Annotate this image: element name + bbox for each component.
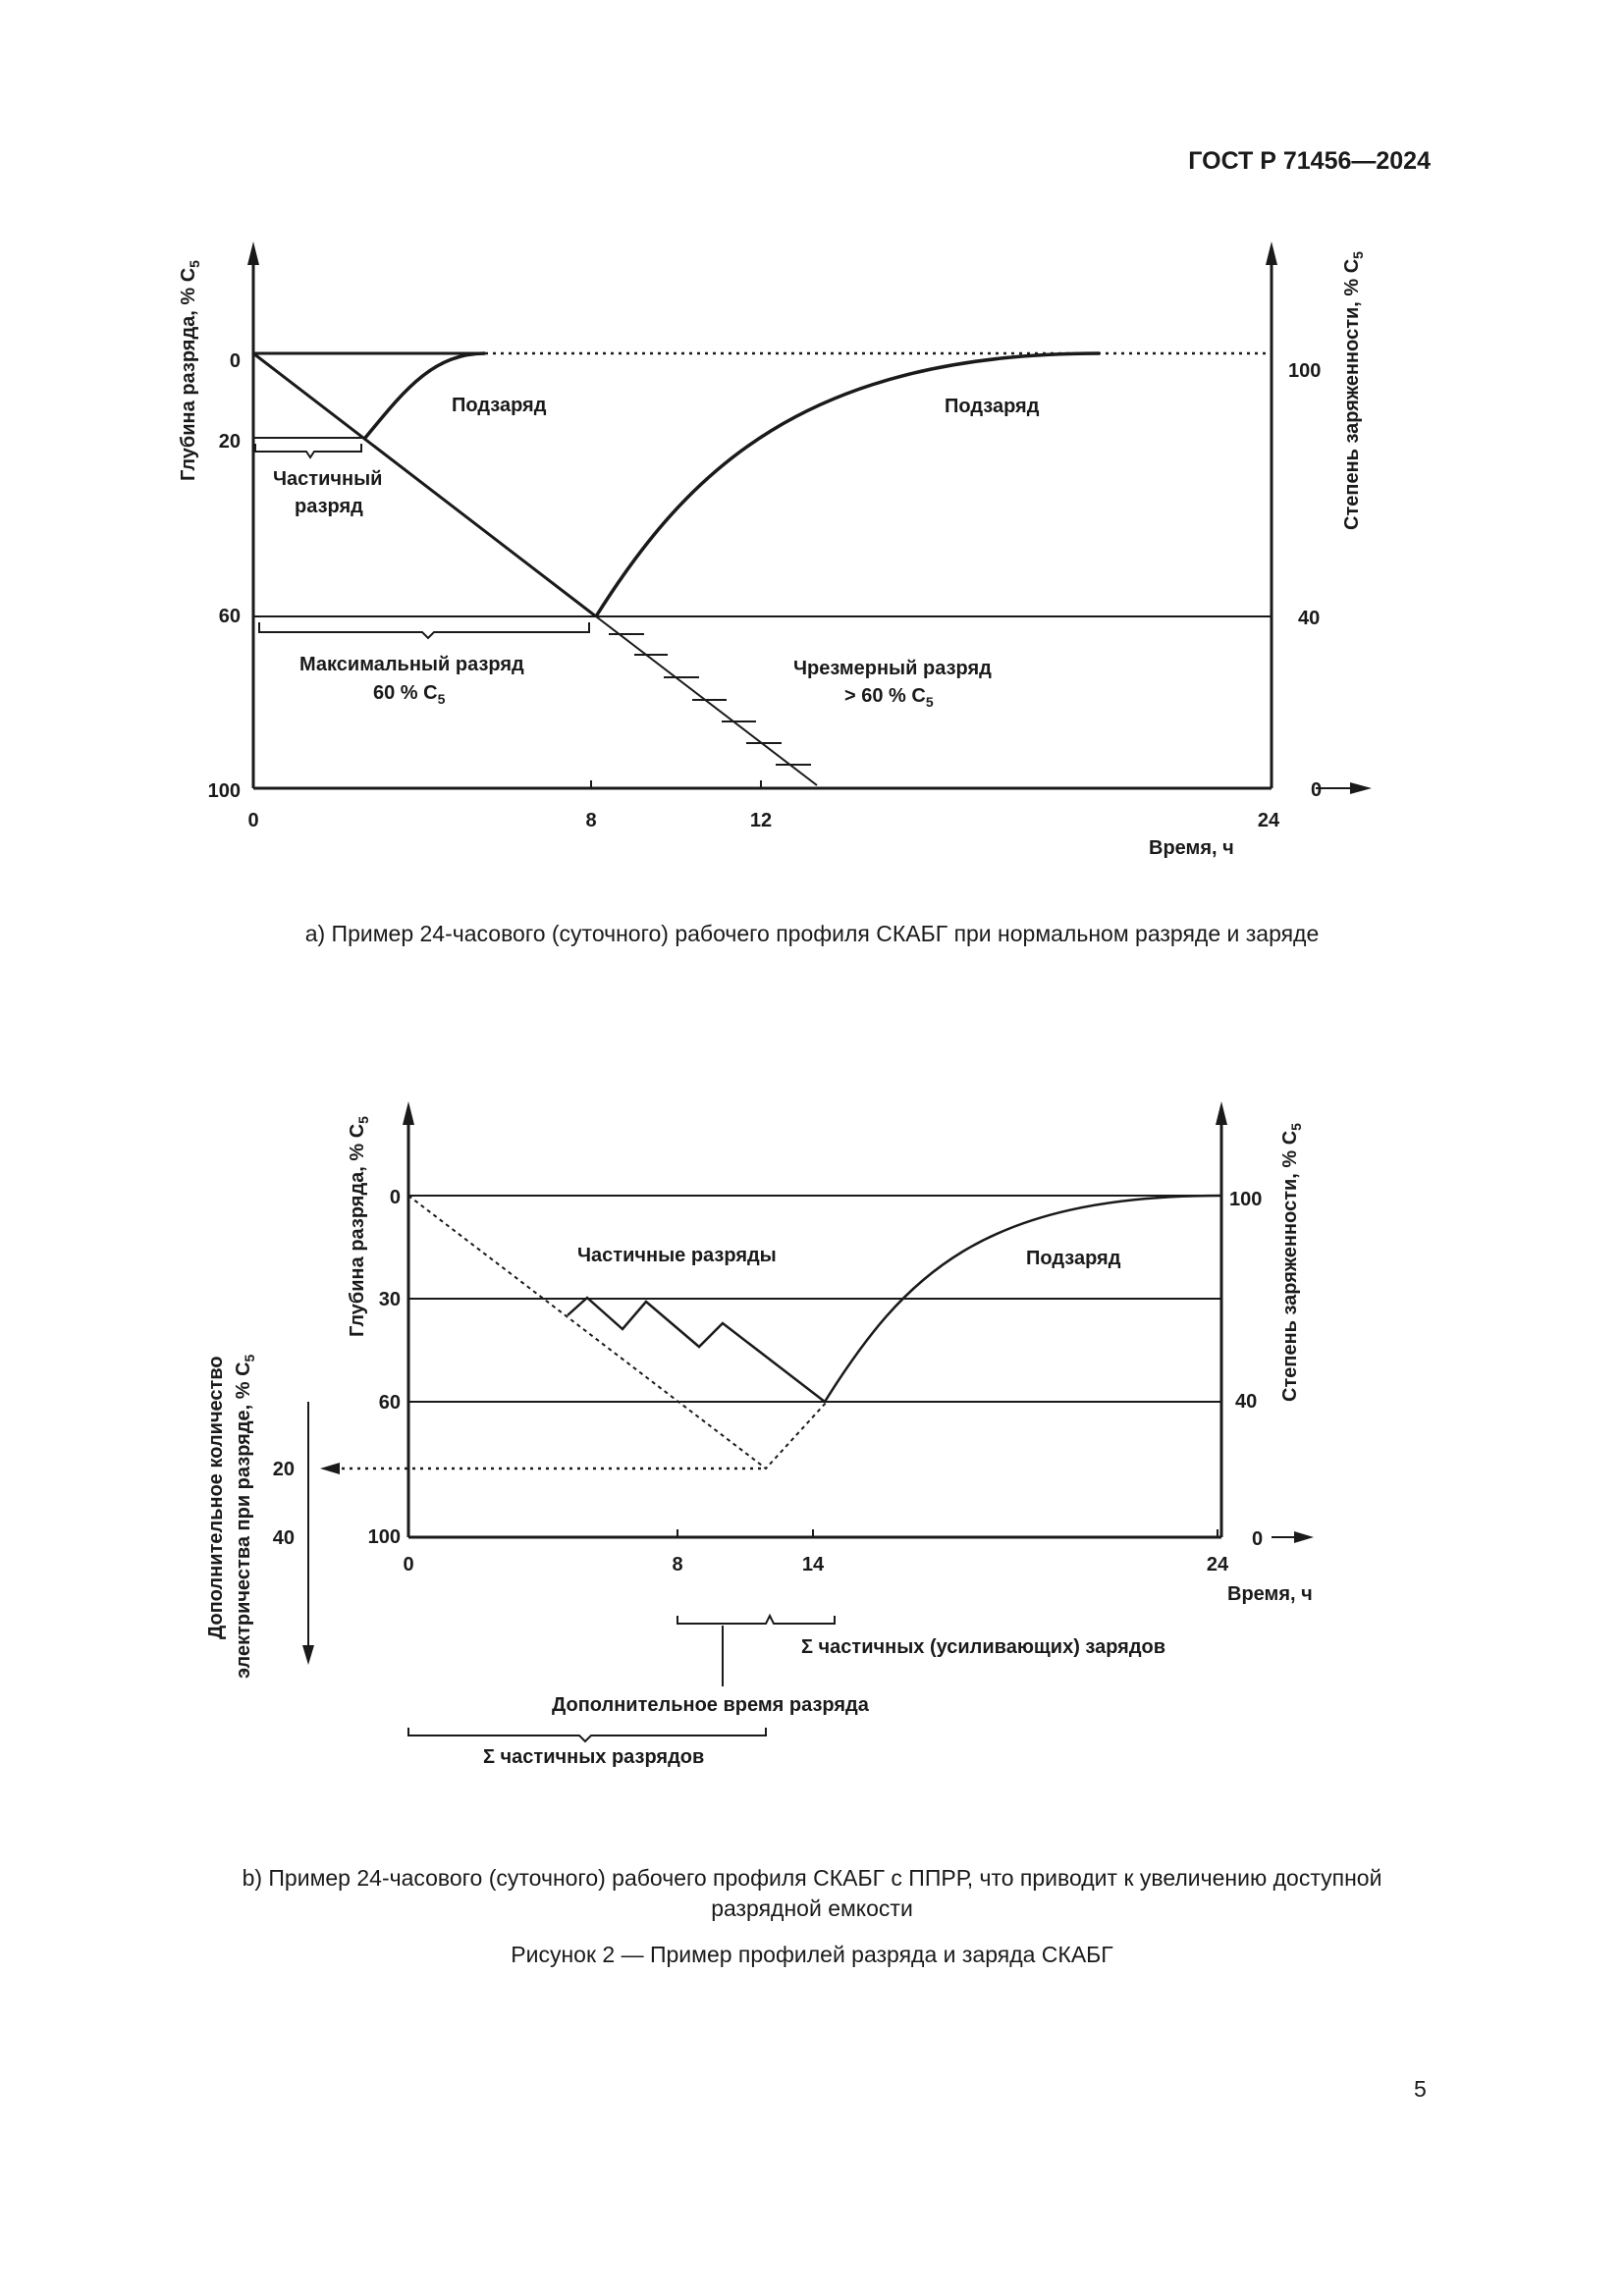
label-partial-discharges: Частичные разряды: [577, 1245, 777, 1266]
right-tick-40-b: 40: [1235, 1391, 1258, 1413]
right-tick-0: 0: [1311, 779, 1323, 801]
caption-b-line1: b) Пример 24-часового (суточного) рабочего профиля СКАБГ с ППРР, что приводит к увеличению доступной: [242, 1865, 1382, 1891]
x-tick-label-0: 0: [247, 810, 259, 831]
brace-partial: [255, 444, 361, 457]
label-max-2: 60 % $C_5$: [373, 682, 446, 707]
x-tick-label-0-b: 0: [403, 1554, 414, 1575]
x-tick-label-8-b: 8: [672, 1554, 683, 1575]
brace-sum-discharges: [408, 1728, 766, 1741]
right-tick-100-b: 100: [1229, 1189, 1263, 1210]
left-tick-100-b: 100: [367, 1526, 401, 1548]
right-axis-title: Степень заряженности, % $C_5$: [1341, 251, 1366, 530]
main-recharge-curve: [596, 353, 1100, 616]
left-axis-title-b: Глубина разряда, % $C_5$: [347, 1116, 371, 1337]
x-axis-title: Время, ч: [1149, 837, 1234, 859]
label-extra-time: Дополнительное время разряда: [552, 1694, 869, 1716]
figure-b: [0, 1080, 1624, 1767]
caption-a: a) Пример 24-часового (суточного) рабочего профиля СКАБГ при нормальном разряде и заряде: [304, 921, 1320, 946]
label-partial-2: разряд: [295, 496, 363, 517]
brace-extra-time: [677, 1616, 835, 1624]
x-axis-arrow: [1350, 782, 1372, 794]
left-tick-20: 20: [218, 431, 241, 453]
left-axis-arrow-b: [403, 1101, 414, 1125]
partial-discharges-zigzag: [568, 1298, 825, 1402]
right-axis-arrow: [1266, 241, 1277, 265]
figure-title: Рисунок 2 — Пример профилей разряда и заряда СКАБГ: [511, 1942, 1113, 1967]
x-tick-label-24: 24: [1257, 810, 1280, 831]
label-undercharge-1: Подзаряд: [452, 395, 547, 416]
x-tick-label-14-b: 14: [801, 1554, 825, 1575]
extra-axis-title-2: электричества при разряде, % $C_5$: [233, 1354, 257, 1679]
extra-tick-20: 20: [272, 1459, 295, 1480]
label-max-1: Максимальный разряд: [299, 654, 524, 675]
left-tick-0-b: 0: [389, 1187, 401, 1208]
caption-b-line2: разрядной емкости: [711, 1896, 913, 1921]
label-sum-discharges: Σ частичных разрядов: [483, 1746, 705, 1767]
dotted-reference-discharge: [408, 1196, 827, 1468]
page-header: ГОСТ Р 71456—2024: [1188, 147, 1431, 175]
label-excess-2: > 60 % $C_5$: [844, 685, 934, 710]
right-tick-0-b: 0: [1252, 1528, 1264, 1550]
right-axis-arrow-b: [1216, 1101, 1227, 1125]
label-sum-charges: Σ частичных (усиливающих) зарядов: [801, 1636, 1166, 1658]
left-axis-title: Глубина разряда, % $C_5$: [178, 260, 202, 481]
left-tick-0: 0: [229, 350, 241, 372]
x-axis-arrow-b: [1294, 1531, 1314, 1543]
x-tick-label-8: 8: [585, 810, 597, 831]
x-tick-label-24-b: 24: [1206, 1554, 1229, 1575]
label-excess-1: Чрезмерный разряд: [793, 658, 992, 679]
right-tick-40: 40: [1298, 608, 1321, 629]
extra-axis-arrow: [302, 1645, 314, 1665]
label-undercharge-b: Подзаряд: [1026, 1248, 1121, 1269]
brace-max: [259, 622, 589, 638]
left-tick-100: 100: [207, 780, 241, 802]
left-tick-60: 60: [218, 606, 241, 627]
figure-a: [0, 0, 1624, 903]
left-axis-arrow: [247, 241, 259, 265]
right-axis-title-b: Степень заряженности, % $C_5$: [1279, 1123, 1304, 1402]
label-undercharge-2: Подзаряд: [945, 396, 1040, 417]
extra-axis-title-1: Дополнительное количество: [205, 1356, 227, 1639]
page-number: 5: [1414, 2076, 1427, 2102]
extra-quantity-arrow: [320, 1463, 340, 1474]
x-axis-title-b: Время, ч: [1227, 1583, 1313, 1605]
excessive-steps: [609, 634, 811, 765]
x-tick-label-12: 12: [749, 810, 773, 831]
right-tick-100: 100: [1288, 360, 1322, 382]
label-partial-1: Частичный: [273, 468, 383, 490]
left-tick-30-b: 30: [378, 1289, 401, 1310]
extra-tick-40: 40: [272, 1527, 295, 1549]
left-tick-60-b: 60: [378, 1392, 401, 1414]
